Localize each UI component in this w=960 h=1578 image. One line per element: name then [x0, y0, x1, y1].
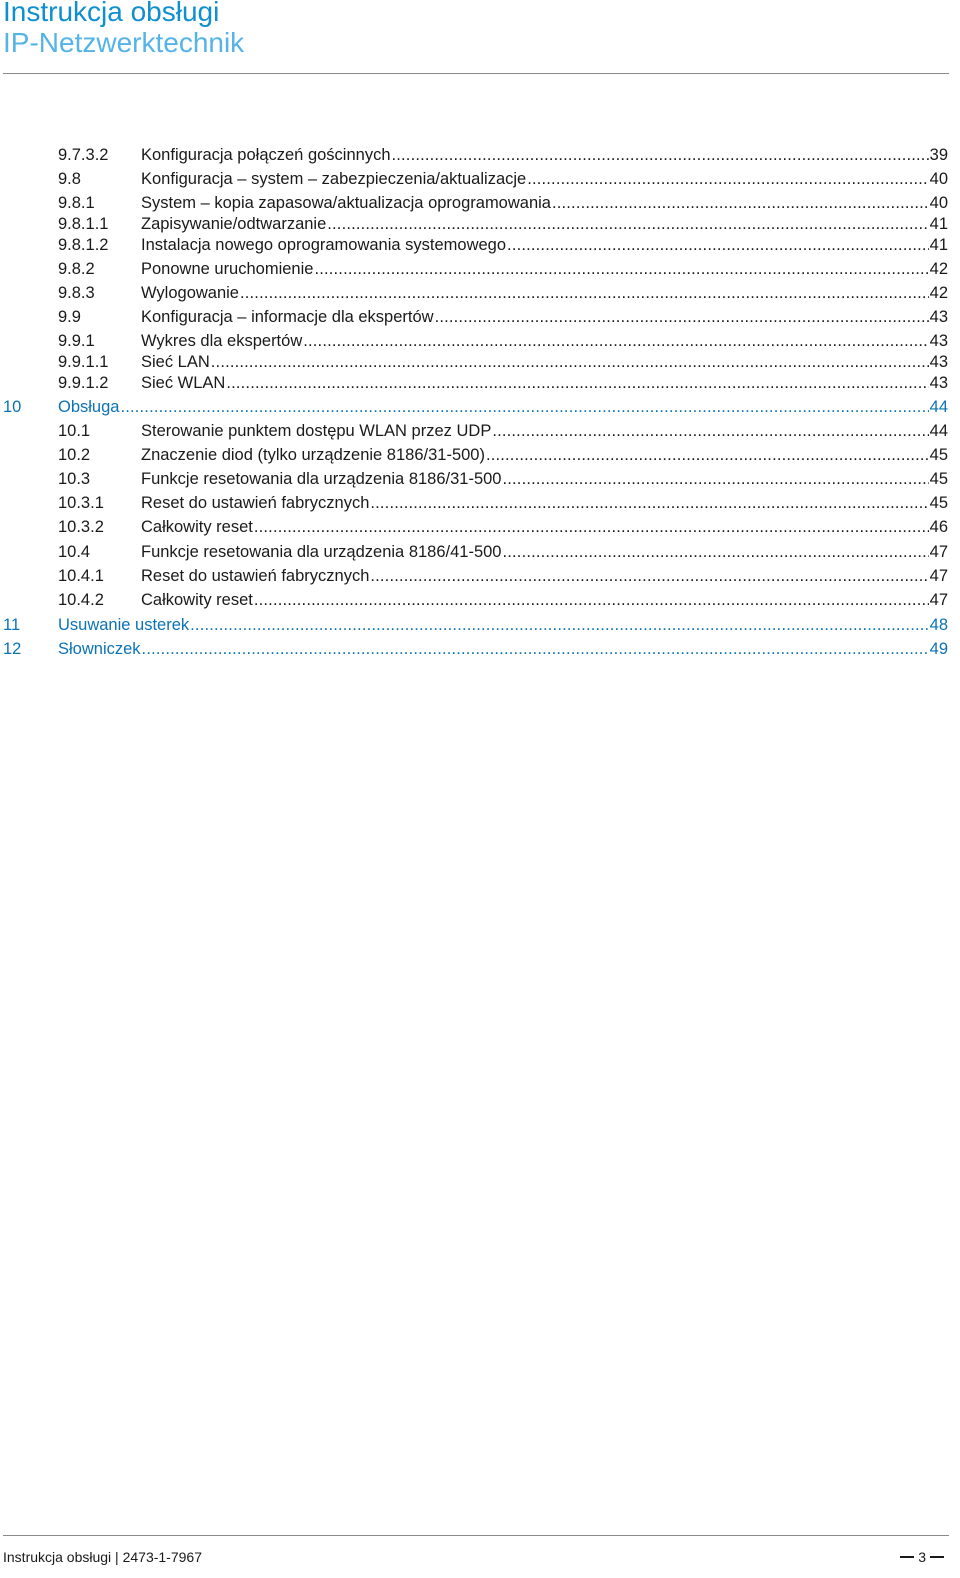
toc-entry-page[interactable]: 44	[929, 422, 948, 440]
toc-entry-title[interactable]: Konfiguracja – informacje dla ekspertów	[141, 308, 434, 326]
toc-entry-line	[58, 614, 948, 636]
toc-entry-page[interactable]: 42	[929, 260, 948, 278]
toc-entry-number: 10.4.1	[58, 567, 104, 585]
toc-entry[interactable]	[0, 213, 948, 235]
toc-entry[interactable]	[0, 282, 948, 304]
toc-entry-line	[141, 589, 948, 611]
toc-entry-line	[141, 565, 948, 587]
toc-entry-number: 9.7.3.2	[58, 146, 109, 164]
toc-entry[interactable]	[0, 330, 948, 352]
toc-entry-title[interactable]: Całkowity reset	[141, 591, 253, 609]
toc-entry-line	[141, 492, 948, 514]
toc-entry-number: 9.8.1.1	[58, 215, 109, 233]
toc-entry-title[interactable]: Funkcje resetowania dla urządzenia 8186/41-500	[141, 543, 502, 561]
toc-entry-line	[141, 144, 948, 166]
toc-entry[interactable]	[0, 565, 948, 587]
footer-page-indicator	[896, 1549, 948, 1565]
toc-entry[interactable]	[0, 468, 948, 490]
toc-entry-number: 12	[3, 640, 22, 658]
toc-entry-title[interactable]: Wylogowanie	[141, 284, 239, 302]
toc-dot-leader	[370, 492, 928, 514]
toc-entry-page[interactable]: 48	[929, 616, 948, 634]
toc-entry-page[interactable]: 40	[929, 170, 948, 188]
toc-entry[interactable]	[0, 372, 948, 394]
toc-entry-title[interactable]: Słowniczek	[58, 640, 141, 658]
toc-entry-line	[141, 468, 948, 490]
toc-entry-line	[141, 306, 948, 328]
toc-entry-number: 10.2	[58, 446, 91, 464]
toc-entry-page[interactable]: 39	[929, 146, 948, 164]
toc-entry[interactable]	[0, 492, 948, 514]
toc-entry-number: 10.3	[58, 470, 91, 488]
toc-entry-title[interactable]: Obsługa	[58, 398, 120, 416]
footer-page-number: 3	[918, 1549, 926, 1565]
toc-entry-line	[141, 444, 948, 466]
toc-entry-page[interactable]: 43	[929, 353, 948, 371]
toc-entry-title[interactable]: Całkowity reset	[141, 518, 253, 536]
toc-entry-page[interactable]: 42	[929, 284, 948, 302]
toc-entry[interactable]	[0, 144, 948, 166]
document-title: Instrukcja obsługi	[3, 0, 220, 27]
toc-dot-leader	[120, 396, 928, 418]
toc-dot-leader	[314, 258, 928, 280]
toc-dot-leader	[190, 614, 928, 636]
toc-entry-title[interactable]: Wykres dla ekspertów	[141, 332, 303, 350]
toc-dot-leader	[226, 372, 928, 394]
toc-dot-leader	[254, 589, 929, 611]
toc-entry-page[interactable]: 41	[929, 236, 948, 254]
toc-entry-number: 9.9.1.2	[58, 374, 109, 392]
toc-entry-title[interactable]: Zapisywanie/odtwarzanie	[141, 215, 327, 233]
toc-entry-page[interactable]: 45	[929, 470, 948, 488]
toc-dot-leader	[240, 282, 929, 304]
toc-entry-title[interactable]: System – kopia zapasowa/aktualizacja oprogramowania	[141, 194, 551, 212]
toc-entry-page[interactable]: 45	[929, 494, 948, 512]
toc-dot-leader	[552, 192, 929, 214]
toc-entry-page[interactable]: 44	[929, 398, 948, 416]
toc-entry-title[interactable]: Instalacja nowego oprogramowania systemowego	[141, 236, 507, 254]
toc-entry[interactable]	[0, 396, 948, 418]
toc-dot-leader	[492, 420, 928, 442]
toc-entry-line	[141, 330, 948, 352]
toc-entry-title[interactable]: Reset do ustawień fabrycznych	[141, 494, 370, 512]
document-subtitle: IP-Netzwerktechnik	[3, 27, 245, 58]
toc-entry-title[interactable]: Reset do ustawień fabrycznych	[141, 567, 370, 585]
toc-entry-line	[141, 192, 948, 214]
toc-entry-line	[141, 258, 948, 280]
toc-entry-page[interactable]: 43	[929, 374, 948, 392]
toc-entry-title[interactable]: Sterowanie punktem dostępu WLAN przez UDP	[141, 422, 492, 440]
toc-entry-title[interactable]: Ponowne uruchomienie	[141, 260, 314, 278]
page-header	[0, 0, 960, 76]
toc-dot-leader	[435, 306, 929, 328]
toc-entry-number: 9.9.1	[58, 332, 95, 350]
toc-entry[interactable]	[0, 589, 948, 611]
toc-entry[interactable]	[0, 420, 948, 442]
toc-entry[interactable]	[0, 192, 948, 214]
toc-entry-number: 10	[3, 398, 22, 416]
toc-dot-leader	[370, 565, 928, 587]
toc-entry-line	[58, 638, 948, 660]
toc-dot-leader	[507, 234, 929, 256]
toc-entry[interactable]	[0, 168, 948, 190]
toc-entry-number: 9.8.1	[58, 194, 95, 212]
toc-dot-leader	[327, 213, 928, 235]
toc-entry-page[interactable]: 40	[929, 194, 948, 212]
toc-entry-page[interactable]: 43	[929, 332, 948, 350]
toc-entry[interactable]	[0, 306, 948, 328]
footer-divider	[3, 1535, 949, 1536]
footer-dash-left	[900, 1556, 914, 1558]
toc-entry-line	[141, 234, 948, 256]
toc-entry-number: 10.4	[58, 543, 91, 561]
toc-entry[interactable]	[0, 444, 948, 466]
footer-dash-right	[930, 1556, 944, 1558]
toc-entry[interactable]	[0, 638, 948, 660]
toc-entry-page[interactable]: 47	[929, 567, 948, 585]
toc-entry-page[interactable]: 46	[929, 518, 948, 536]
toc-entry-page[interactable]: 47	[929, 591, 948, 609]
toc-dot-leader	[392, 144, 929, 166]
toc-entry-number: 9.8.3	[58, 284, 95, 302]
toc-entry-page[interactable]: 45	[929, 446, 948, 464]
toc-entry-line	[141, 372, 948, 394]
toc-entry-page[interactable]: 47	[929, 543, 948, 561]
toc-dot-leader	[254, 516, 929, 538]
toc-entry-number: 10.3.1	[58, 494, 104, 512]
toc-entry-number: 9.8.1.2	[58, 236, 109, 254]
toc-entry-page[interactable]: 49	[929, 640, 948, 658]
toc-dot-leader	[303, 330, 928, 352]
toc-entry[interactable]	[0, 614, 948, 636]
toc-entry[interactable]	[0, 516, 948, 538]
toc-dot-leader	[503, 541, 929, 563]
toc-entry-number: 10.4.2	[58, 591, 104, 609]
toc-entry[interactable]	[0, 541, 948, 563]
toc-dot-leader	[527, 168, 928, 190]
toc-entry-line	[141, 351, 948, 373]
toc-entry-line	[58, 396, 948, 418]
footer-document-info: Instrukcja obsługi | 2473-1-7967	[3, 1549, 202, 1565]
toc-entry-number: 9.9	[58, 308, 81, 326]
toc-entry-line	[141, 420, 948, 442]
toc-entry-line	[141, 282, 948, 304]
toc-entry-line	[141, 541, 948, 563]
toc-entry-title[interactable]: Znaczenie diod (tylko urządzenie 8186/31-500)	[141, 446, 485, 464]
toc-entry-title[interactable]: Funkcje resetowania dla urządzenia 8186/31-500	[141, 470, 502, 488]
toc-entry-line	[141, 213, 948, 235]
toc-entry-page[interactable]: 43	[929, 308, 948, 326]
toc-entry[interactable]	[0, 258, 948, 280]
toc-entry-line	[141, 168, 948, 190]
toc-entry-number: 9.8.2	[58, 260, 95, 278]
toc-dot-leader	[142, 638, 929, 660]
toc-entry-title[interactable]: Sieć WLAN	[141, 374, 226, 392]
toc-entry[interactable]	[0, 234, 948, 256]
toc-dot-leader	[211, 351, 929, 373]
toc-entry-title[interactable]: Konfiguracja – system – zabezpieczenia/aktualizacje	[141, 170, 527, 188]
toc-entry-number: 10.3.2	[58, 518, 104, 536]
toc-dot-leader	[503, 468, 929, 490]
toc-dot-leader	[486, 444, 929, 466]
header-divider	[3, 73, 949, 74]
toc-entry-title[interactable]: Usuwanie usterek	[58, 616, 190, 634]
toc-entry-number: 9.9.1.1	[58, 353, 109, 371]
toc-entry-page[interactable]: 41	[929, 215, 948, 233]
toc-entry-number: 11	[3, 616, 21, 634]
toc-entry-line	[141, 516, 948, 538]
toc-entry-title[interactable]: Sieć LAN	[141, 353, 210, 371]
toc-entry[interactable]	[0, 351, 948, 373]
toc-entry-title[interactable]: Konfiguracja połączeń gościnnych	[141, 146, 391, 164]
toc-entry-number: 10.1	[58, 422, 91, 440]
toc-entry-number: 9.8	[58, 170, 81, 188]
